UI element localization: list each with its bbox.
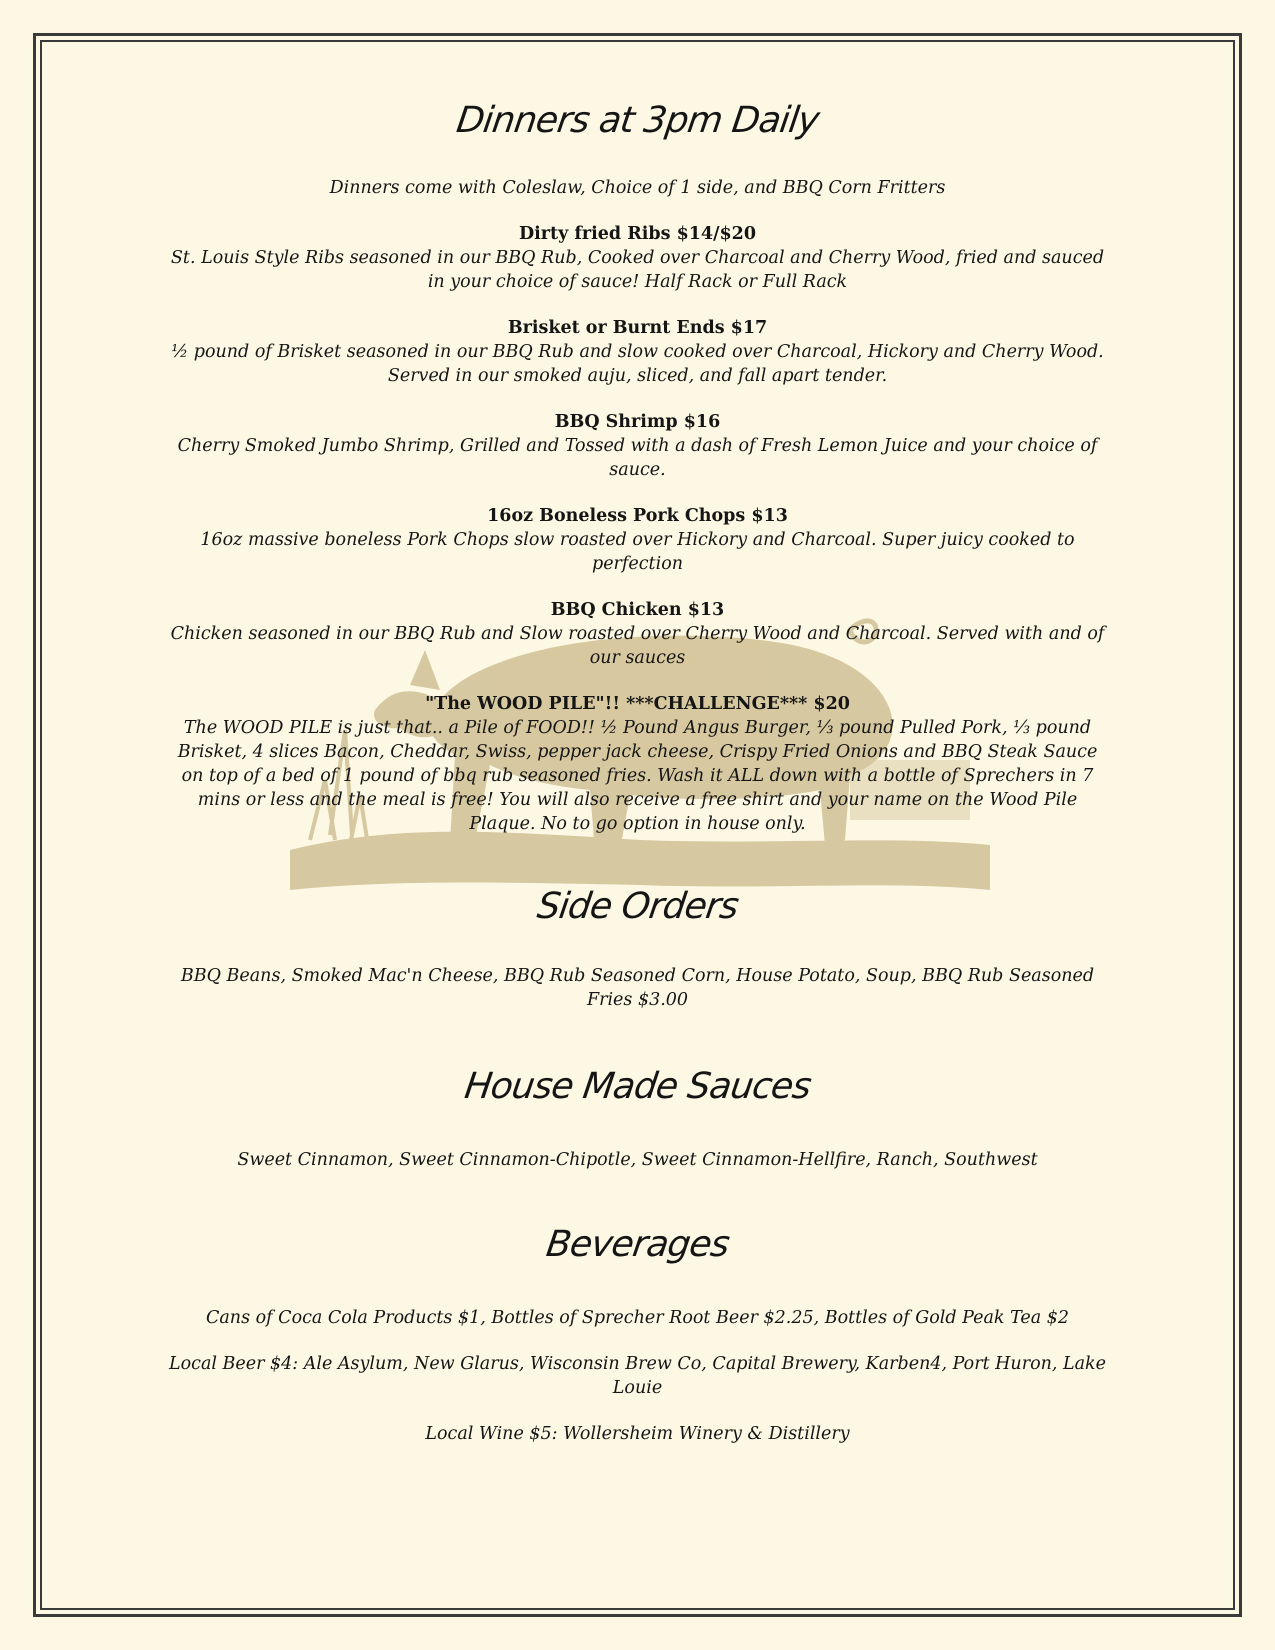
menu-item-name: Dirty fried Ribs $14/$20 <box>518 224 757 244</box>
menu-item-name: 16oz Boneless Pork Chops $13 <box>487 506 788 526</box>
menu-item-name: BBQ Shrimp $16 <box>554 412 721 432</box>
sauces-heading: House Made Sauces <box>462 1066 814 1107</box>
beverage-line: Local Beer $4: Ale Asylum, New Glarus, Wisconsin Brew Co, Capital Brewery, Karben4, Port Huron, Lake Louie <box>168 1354 1107 1398</box>
beverage-line: Local Wine $5: Wollersheim Winery & Distillery <box>425 1424 850 1444</box>
beverage-line: Cans of Coca Cola Products $1, Bottles of Sprecher Root Beer $2.25, Bottles of Gold Peak Tea $2 <box>205 1308 1070 1328</box>
menu-content <box>165 0 1110 1446</box>
menu-item-name: "The WOOD PILE"!! ***CHALLENGE*** $20 <box>425 694 850 714</box>
dinners-intro: Dinners come with Coleslaw, Choice of 1 side, and BBQ Corn Fritters <box>329 178 946 198</box>
menu-item <box>165 504 1110 576</box>
menu-item-description: 16oz massive boneless Pork Chops slow roasted over Hickory and Charcoal. Super juicy cooked to perfection <box>200 530 1075 574</box>
menu-item-description: Chicken seasoned in our BBQ Rub and Slow roasted over Cherry Wood and Charcoal. Served with and of our sauces <box>170 624 1105 668</box>
menu-item <box>165 316 1110 388</box>
menu-item-name: Brisket or Burnt Ends $17 <box>507 318 768 338</box>
sides-heading: Side Orders <box>534 886 741 927</box>
menu-item-description: ½ pound of Brisket seasoned in our BBQ Rub and slow cooked over Charcoal, Hickory and Cherry Wood. Served in our smoked auju, sliced, and fall apart tender. <box>171 342 1104 386</box>
menu-item <box>165 692 1110 836</box>
menu-item-description: St. Louis Style Ribs seasoned in our BBQ Rub, Cooked over Charcoal and Cherry Wood, fried and sauced in your choice of sauce! Half Rack or Full Rack <box>170 248 1105 292</box>
beverages-heading: Beverages <box>543 1224 732 1265</box>
menu-item-description: Cherry Smoked Jumbo Shrimp, Grilled and Tossed with a dash of Fresh Lemon Juice and your choice of sauce. <box>177 436 1098 480</box>
menu-item-description: The WOOD PILE is just that.. a Pile of FOOD!! ½ Pound Angus Burger, ⅓ pound Pulled Pork, ⅓ pound Brisket, 4 slices Bacon, Cheddar, Swiss, pepper jack cheese, Crispy Fried Onions and BBQ Steak Sauce on top of a bed of 1 pound of bbq rub seasoned fries. Wash it ALL down with a bottle of Sprechers in 7 mins or less and the meal is free! You will also receive a free shirt and your name on the Wood Pile Plaque. No to go option in house only. <box>177 718 1098 834</box>
dinners-heading: Dinners at 3pm Daily <box>453 100 822 141</box>
sides-list: BBQ Beans, Smoked Mac'n Cheese, BBQ Rub Seasoned Corn, House Potato, Soup, BBQ Rub Seasoned Fries $3.00 <box>180 966 1095 1010</box>
menu-item <box>165 410 1110 482</box>
sauces-list: Sweet Cinnamon, Sweet Cinnamon-Chipotle, Sweet Cinnamon-Hellfire, Ranch, Southwest <box>237 1150 1038 1170</box>
menu-item-name: BBQ Chicken $13 <box>550 600 725 620</box>
menu-item <box>165 222 1110 294</box>
menu-item <box>165 598 1110 670</box>
